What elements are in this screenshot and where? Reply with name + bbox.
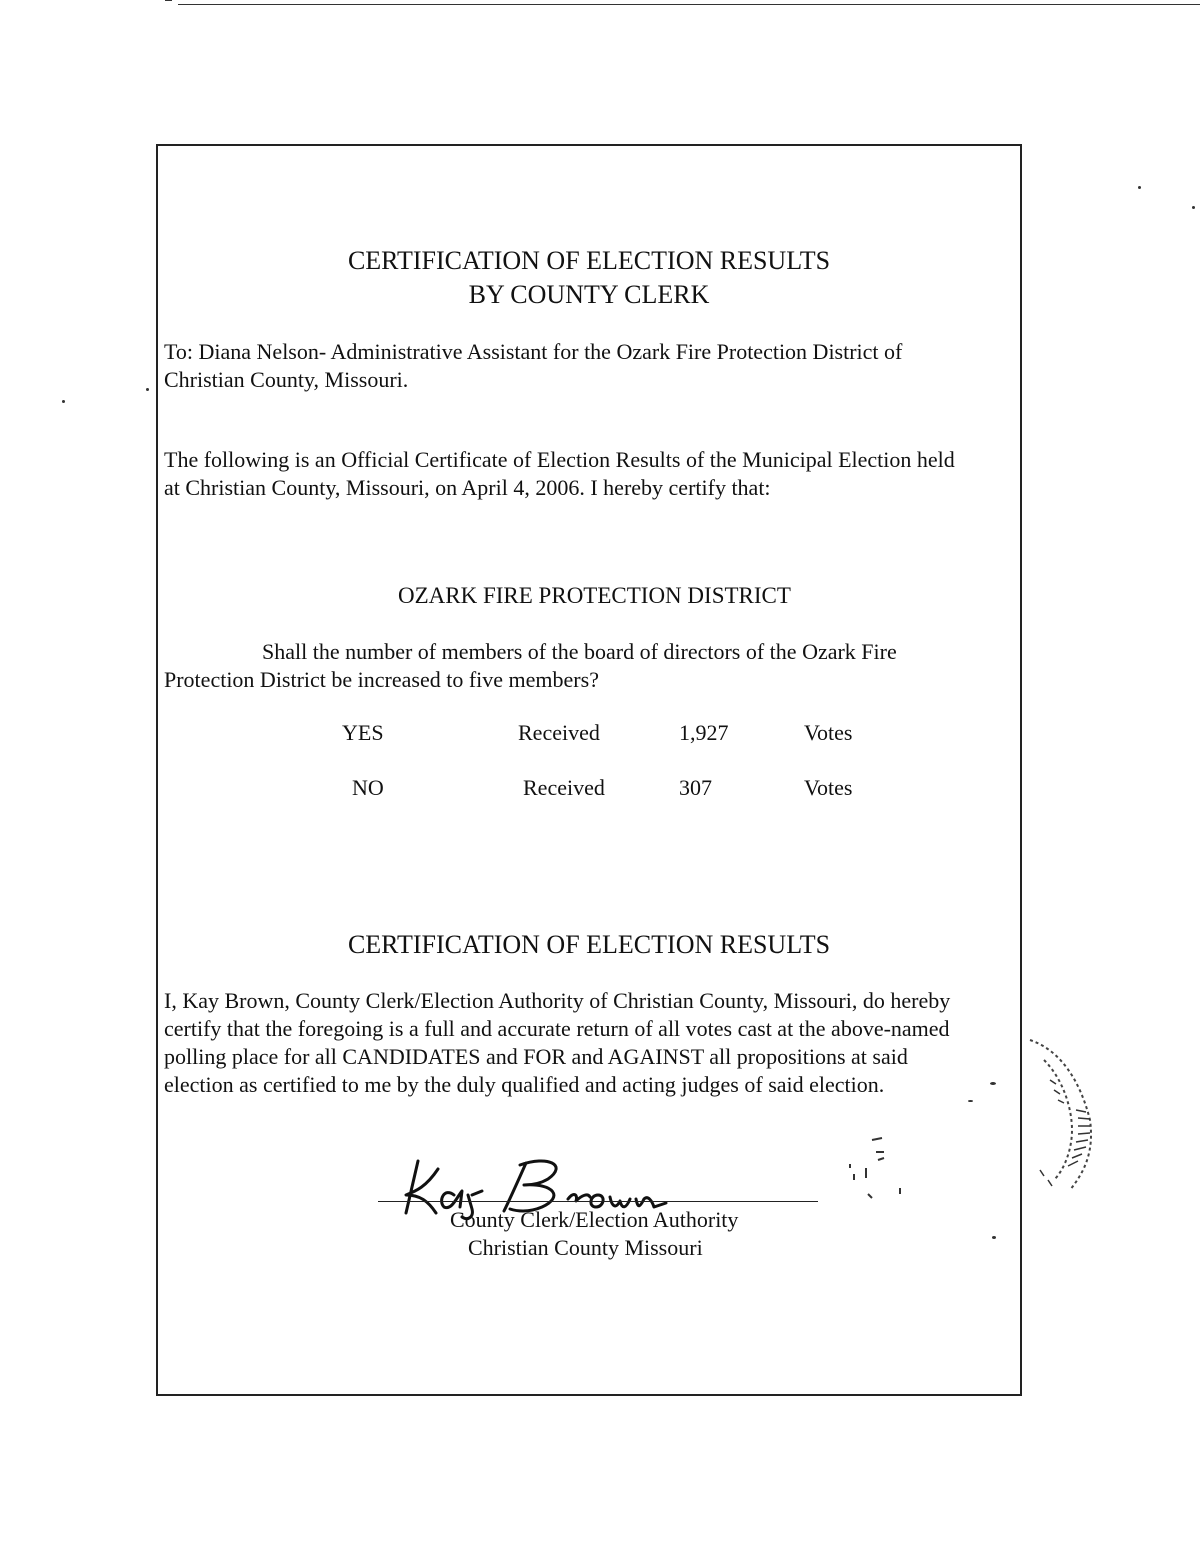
recipient-line-2: Christian County, Missouri. — [164, 367, 409, 392]
certification-line-1: I, Kay Brown, County Clerk/Election Authority of Christian County, Missouri, do hereby — [164, 988, 951, 1013]
result-count: 1,927 — [679, 720, 729, 745]
intro-line-2: at Christian County, Missouri, on April 4, 2006. I hereby certify that: — [164, 475, 771, 500]
result-received: Received — [523, 775, 605, 800]
signer-title: County Clerk/Election Authority — [450, 1207, 739, 1232]
certification-heading: CERTIFICATION OF ELECTION RESULTS — [347, 930, 831, 959]
top-tick-mark — [165, 0, 172, 1]
intro-line-1: The following is an Official Certificate of Election Results of the Municipal Election held — [164, 447, 955, 472]
question-line-1: Shall the number of members of the board of directors of the Ozark Fire — [262, 639, 897, 664]
scan-speck — [1192, 206, 1195, 209]
result-received: Received — [518, 720, 600, 745]
seal-fragment-mark — [840, 1128, 910, 1218]
recipient-line-1: To: Diana Nelson- Administrative Assistant for the Ozark Fire Protection District of — [164, 339, 903, 364]
result-option: NO — [352, 775, 384, 800]
result-unit: Votes — [804, 720, 853, 745]
certification-line-2: certify that the foregoing is a full and accurate return of all votes cast at the above-named — [164, 1016, 950, 1041]
result-unit: Votes — [804, 775, 853, 800]
scan-speck — [62, 400, 65, 403]
district-heading: OZARK FIRE PROTECTION DISTRICT — [398, 583, 791, 608]
certification-line-3: polling place for all CANDIDATES and FOR and AGAINST all propositions at said — [164, 1044, 908, 1069]
signature-line — [378, 1201, 818, 1202]
signer-location: Christian County Missouri — [468, 1235, 703, 1260]
result-count: 307 — [679, 775, 712, 800]
scan-speck — [1138, 186, 1141, 189]
title-line-2: BY COUNTY CLERK — [468, 280, 710, 309]
scan-speck — [146, 388, 149, 391]
certification-line-4: election as certified to me by the duly qualified and acting judges of said election. — [164, 1072, 885, 1097]
county-seal-stamp — [1020, 1020, 1110, 1210]
top-rule — [178, 4, 1200, 5]
result-option: YES — [342, 720, 384, 745]
title-line-1: CERTIFICATION OF ELECTION RESULTS — [347, 246, 831, 275]
question-line-2: Protection District be increased to five members? — [164, 667, 599, 692]
